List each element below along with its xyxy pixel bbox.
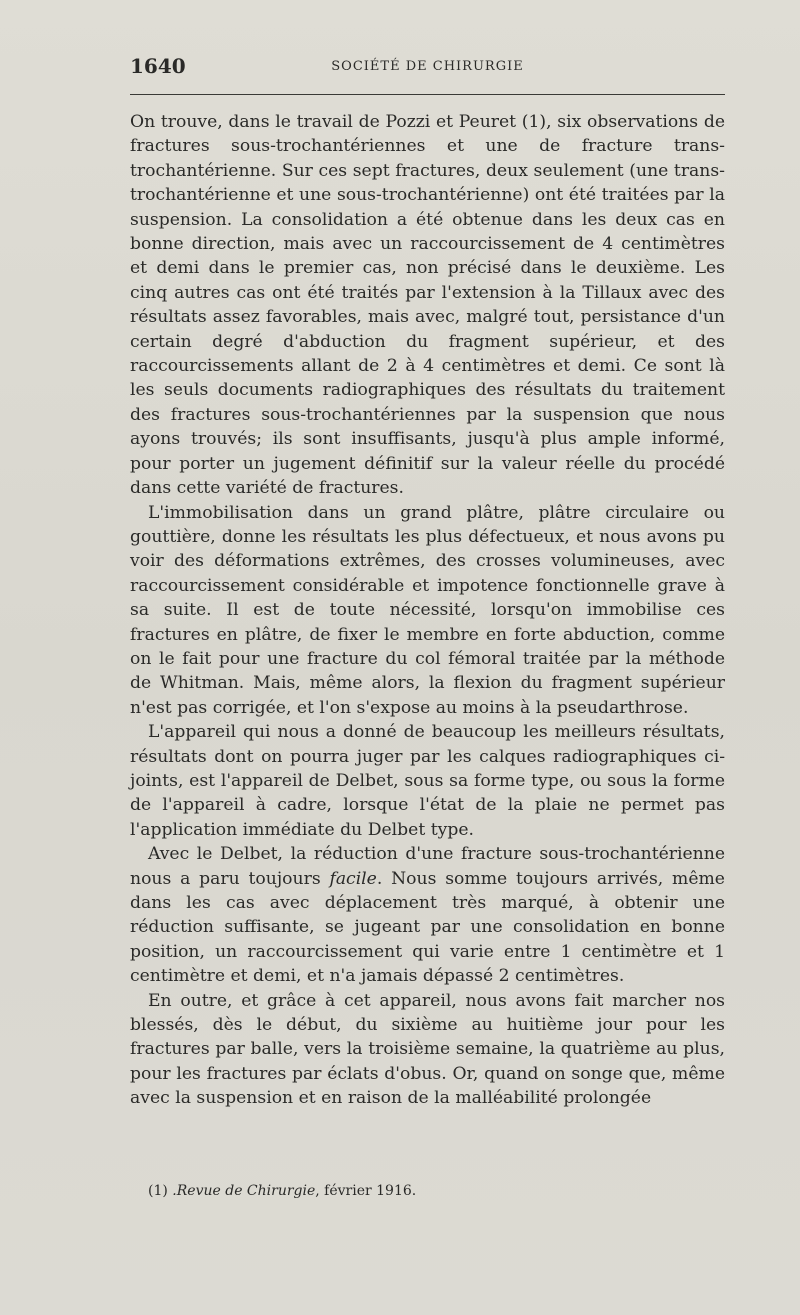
footnote-rest: , février 1916. [315, 1183, 417, 1199]
paragraph-1: On trouve, dans le travail de Pozzi et Peuret (1), six observations de fractures sous-trochantériennes et une de fracture trans-trochantérienne. Sur ces sept fractures, deux seulement (une trans-trochantérienne et une sous-trochantérienne) ont été traitées par la suspension. La consolidation a été obtenue dans les deux cas en bonne direction, mais avec un raccourcissement de 4 centimètres et demi dans le premier cas, non précisé dans le deuxième. Les cinq autres cas ont été traités par l'extension à la Tillaux avec des résultats assez favorables, mais avec, malgré tout, persistance d'un certain degré d'abduction du fragment supérieur, et des raccourcissements allant de 2 à 4 centimètres et demi. Ce sont là les seuls documents radiographiques des résultats du traitement des fractures sous-trochantériennes par la suspension que nous ayons trouvés; ils sont insuffisants, jusqu'à plus ample informé, pour porter un jugement définitif sur la valeur réelle du procédé dans cette variété de fractures. [130, 112, 725, 499]
paragraph-4-start: Avec le Delbet, la réduction d'une fracture sous-trochantérienne nous a paru toujours [130, 844, 725, 889]
body-text [130, 110, 725, 1111]
paragraph-4-emphasis: facile [329, 868, 377, 889]
header-rule [130, 94, 725, 95]
paragraph-3: L'appareil qui nous a donné de beaucoup les meilleurs résultats, résultats dont on pourra juger par les calques radiographiques ci-joints, est l'appareil de Delbet, sous sa forme type, ou sous la forme de l'appareil à cadre, lorsque l'état de la plaie ne permet pas l'application immédiate du Delbet type. [130, 722, 725, 840]
paragraph-2: L'immobilisation dans un grand plâtre, plâtre circulaire ou gouttière, donne les résultats les plus défectueux, et nous avons pu voir des déformations extrêmes, des crosses volumineuses, avec raccourcissement considérable et impotence fonctionnelle grave à sa suite. Il est de toute nécessité, lorsqu'on immobilise ces fractures en plâtre, de fixer le membre en forte abduction, comme on le fait pour une fracture du col fémoral traitée par la méthode de Whitman. Mais, même alors, la flexion du fragment supérieur n'est pas corrigée, et l'on s'expose au moins à la pseudarthrose. [130, 502, 725, 718]
running-head: SOCIÉTÉ DE CHIRURGIE [331, 59, 524, 74]
page-header [130, 50, 725, 90]
paragraph-4 [130, 842, 725, 988]
paragraph-4-end: . Nous somme toujours arrivés, même dans les cas avec déplacement très marqué, à obtenir une réduction suffisante, se jugeant par une consolidation en bonne position, un raccourcissement qui varie entre 1 centimètre et 1 centimètre et demi, et n'a jamais dépassé 2 centimètres. [130, 868, 725, 987]
footnote [148, 1181, 725, 1201]
footnote-title: .Revue de Chirurgie [172, 1183, 316, 1199]
paragraph-5: En outre, et grâce à cet appareil, nous avons fait marcher nos blessés, dès le début, du sixième au huitième jour pour les fractures par balle, vers la troisième semaine, la quatrième au plus, pour les fractures par éclats d'obus. Or, quand on songe que, même avec la suspension et en raison de la malléabilité prolongée [130, 990, 725, 1109]
page-number: 1640 [130, 54, 186, 78]
footnote-marker: (1) [148, 1183, 168, 1199]
